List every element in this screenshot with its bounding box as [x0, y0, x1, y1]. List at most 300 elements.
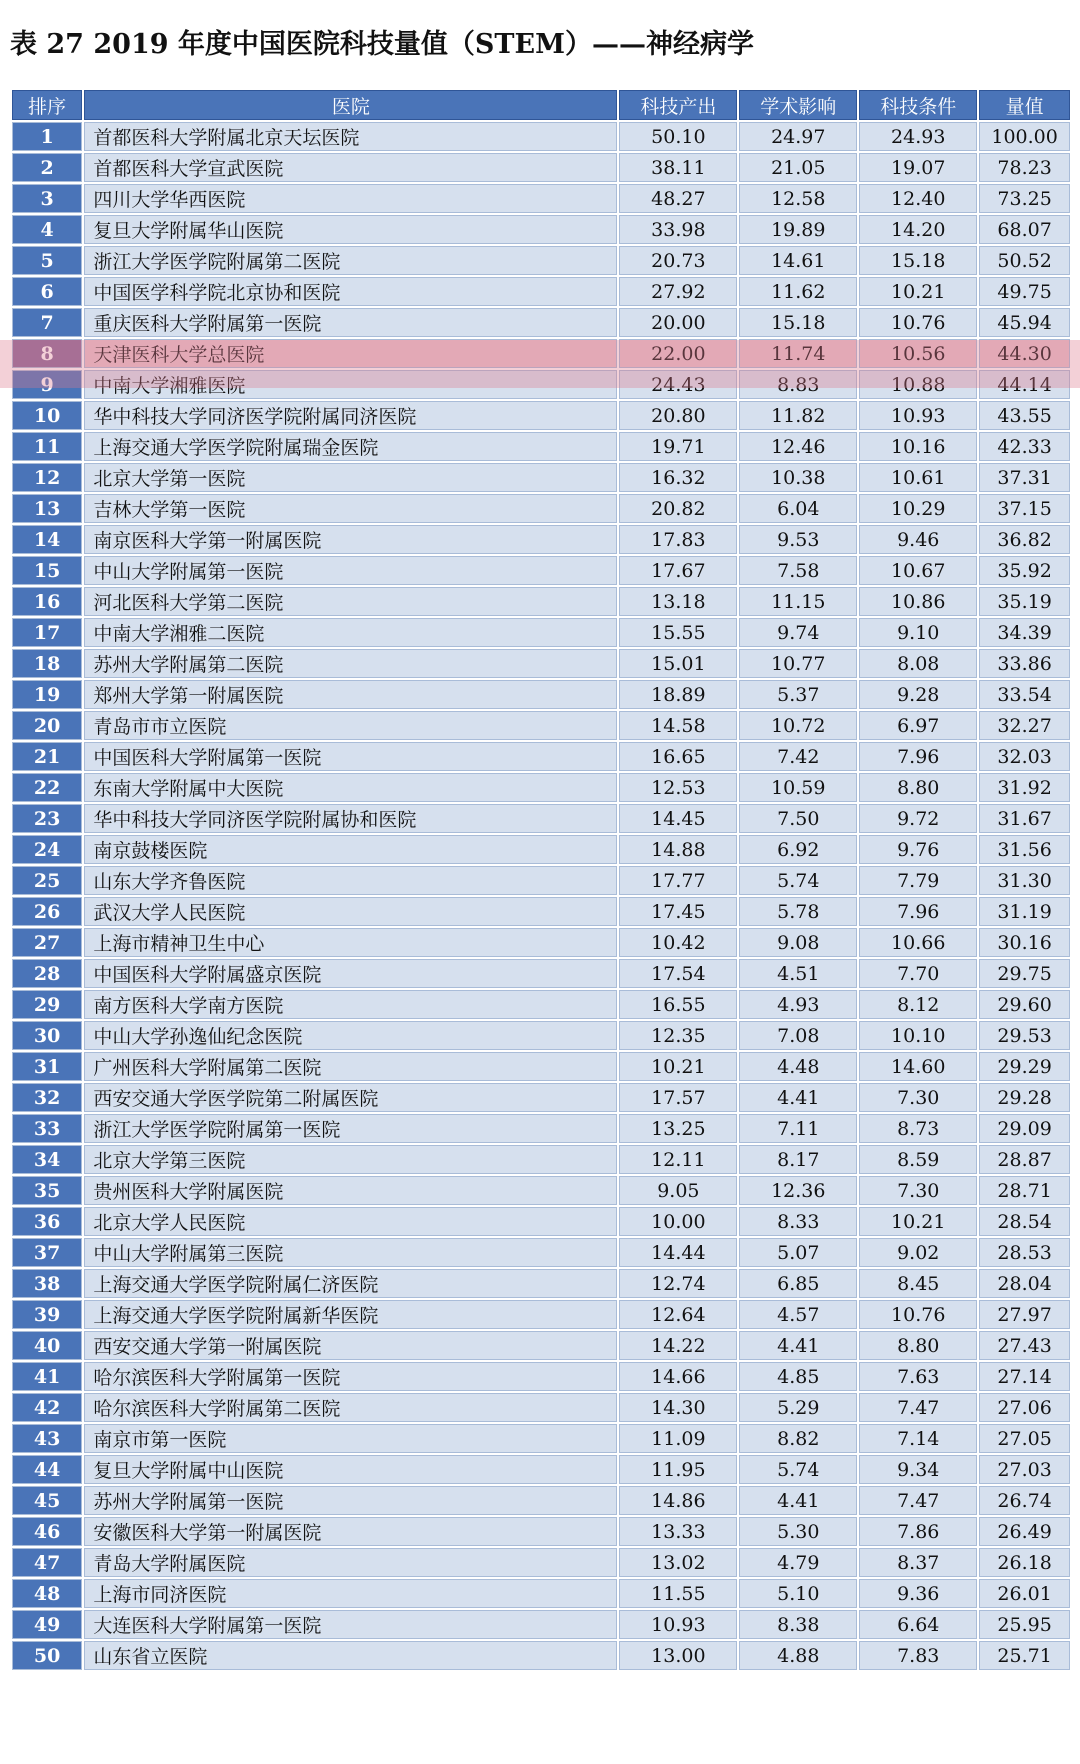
cell-output: 10.21	[619, 1052, 737, 1081]
cell-impact: 9.08	[739, 928, 857, 957]
cell-value: 49.75	[979, 277, 1070, 306]
cell-rank: 21	[12, 742, 82, 771]
table-header-row	[12, 90, 1070, 120]
cell-output: 20.00	[619, 308, 737, 337]
header-conditions: 科技条件	[859, 90, 977, 120]
cell-hospital: 哈尔滨医科大学附属第一医院	[84, 1362, 617, 1391]
cell-value: 31.56	[979, 835, 1070, 864]
cell-hospital: 华中科技大学同济医学院附属同济医院	[84, 401, 617, 430]
cell-hospital: 中国医科大学附属盛京医院	[84, 959, 617, 988]
cell-impact: 5.74	[739, 866, 857, 895]
cell-output: 12.11	[619, 1145, 737, 1174]
cell-hospital: 西安交通大学第一附属医院	[84, 1331, 617, 1360]
table-row	[12, 1052, 1070, 1081]
cell-rank: 33	[12, 1114, 82, 1143]
cell-rank: 31	[12, 1052, 82, 1081]
cell-output: 17.54	[619, 959, 737, 988]
cell-conditions: 8.59	[859, 1145, 977, 1174]
cell-rank: 39	[12, 1300, 82, 1329]
cell-output: 20.80	[619, 401, 737, 430]
cell-conditions: 8.12	[859, 990, 977, 1019]
cell-conditions: 8.80	[859, 1331, 977, 1360]
cell-output: 20.73	[619, 246, 737, 275]
cell-conditions: 10.10	[859, 1021, 977, 1050]
cell-rank: 7	[12, 308, 82, 337]
table-row	[12, 1362, 1070, 1391]
cell-hospital: 南方医科大学南方医院	[84, 990, 617, 1019]
cell-impact: 6.04	[739, 494, 857, 523]
cell-conditions: 8.45	[859, 1269, 977, 1298]
cell-output: 13.02	[619, 1548, 737, 1577]
cell-rank: 2	[12, 153, 82, 182]
cell-impact: 4.85	[739, 1362, 857, 1391]
cell-hospital: 重庆医科大学附属第一医院	[84, 308, 617, 337]
cell-output: 17.83	[619, 525, 737, 554]
cell-conditions: 8.08	[859, 649, 977, 678]
table-row	[12, 308, 1070, 337]
cell-rank: 40	[12, 1331, 82, 1360]
cell-hospital: 西安交通大学医学院第二附属医院	[84, 1083, 617, 1112]
cell-output: 13.00	[619, 1641, 737, 1670]
cell-hospital: 南京鼓楼医院	[84, 835, 617, 864]
cell-rank: 1	[12, 122, 82, 151]
cell-rank: 14	[12, 525, 82, 554]
cell-hospital: 苏州大学附属第二医院	[84, 649, 617, 678]
cell-output: 17.67	[619, 556, 737, 585]
cell-value: 28.71	[979, 1176, 1070, 1205]
cell-value: 73.25	[979, 184, 1070, 213]
cell-impact: 4.88	[739, 1641, 857, 1670]
cell-rank: 18	[12, 649, 82, 678]
cell-impact: 4.41	[739, 1083, 857, 1112]
cell-rank: 24	[12, 835, 82, 864]
cell-value: 33.54	[979, 680, 1070, 709]
cell-hospital: 北京大学人民医院	[84, 1207, 617, 1236]
cell-impact: 10.59	[739, 773, 857, 802]
cell-value: 28.04	[979, 1269, 1070, 1298]
cell-value: 29.75	[979, 959, 1070, 988]
cell-value: 26.01	[979, 1579, 1070, 1608]
cell-value: 35.92	[979, 556, 1070, 585]
cell-rank: 46	[12, 1517, 82, 1546]
cell-conditions: 7.86	[859, 1517, 977, 1546]
cell-conditions: 10.21	[859, 277, 977, 306]
cell-conditions: 10.29	[859, 494, 977, 523]
cell-output: 15.01	[619, 649, 737, 678]
cell-output: 10.00	[619, 1207, 737, 1236]
cell-impact: 5.07	[739, 1238, 857, 1267]
cell-output: 12.64	[619, 1300, 737, 1329]
cell-rank: 4	[12, 215, 82, 244]
cell-hospital: 广州医科大学附属第二医院	[84, 1052, 617, 1081]
table-row	[12, 1579, 1070, 1608]
cell-output: 14.88	[619, 835, 737, 864]
table-row	[12, 1548, 1070, 1577]
cell-value: 27.05	[979, 1424, 1070, 1453]
cell-rank: 49	[12, 1610, 82, 1639]
table-row	[12, 1238, 1070, 1267]
cell-impact: 7.50	[739, 804, 857, 833]
table-row	[12, 1517, 1070, 1546]
cell-rank: 13	[12, 494, 82, 523]
cell-value: 26.49	[979, 1517, 1070, 1546]
cell-impact: 7.08	[739, 1021, 857, 1050]
cell-value: 26.74	[979, 1486, 1070, 1515]
cell-output: 12.35	[619, 1021, 737, 1050]
cell-hospital: 浙江大学医学院附属第一医院	[84, 1114, 617, 1143]
cell-hospital: 中南大学湘雅二医院	[84, 618, 617, 647]
cell-impact: 8.82	[739, 1424, 857, 1453]
cell-hospital: 首都医科大学宣武医院	[84, 153, 617, 182]
cell-conditions: 7.63	[859, 1362, 977, 1391]
cell-hospital: 中国医科大学附属第一医院	[84, 742, 617, 771]
cell-conditions: 9.34	[859, 1455, 977, 1484]
table-row	[12, 897, 1070, 926]
cell-conditions: 24.93	[859, 122, 977, 151]
cell-impact: 8.17	[739, 1145, 857, 1174]
cell-rank: 36	[12, 1207, 82, 1236]
cell-output: 16.55	[619, 990, 737, 1019]
cell-conditions: 8.80	[859, 773, 977, 802]
cell-conditions: 14.20	[859, 215, 977, 244]
cell-hospital: 吉林大学第一医院	[84, 494, 617, 523]
cell-conditions: 9.02	[859, 1238, 977, 1267]
cell-value: 28.87	[979, 1145, 1070, 1174]
cell-impact: 14.61	[739, 246, 857, 275]
cell-conditions: 10.56	[859, 339, 977, 368]
cell-conditions: 10.61	[859, 463, 977, 492]
cell-impact: 4.41	[739, 1331, 857, 1360]
ranking-table	[10, 88, 1072, 1672]
cell-output: 50.10	[619, 122, 737, 151]
cell-output: 17.77	[619, 866, 737, 895]
cell-impact: 4.79	[739, 1548, 857, 1577]
cell-impact: 11.82	[739, 401, 857, 430]
cell-output: 9.05	[619, 1176, 737, 1205]
table-row	[12, 587, 1070, 616]
cell-output: 12.53	[619, 773, 737, 802]
cell-hospital: 中南大学湘雅医院	[84, 370, 617, 399]
cell-rank: 3	[12, 184, 82, 213]
cell-impact: 9.74	[739, 618, 857, 647]
cell-output: 22.00	[619, 339, 737, 368]
header-value: 量值	[979, 90, 1070, 120]
cell-value: 35.19	[979, 587, 1070, 616]
cell-output: 13.18	[619, 587, 737, 616]
cell-hospital: 青岛市市立医院	[84, 711, 617, 740]
cell-hospital: 青岛大学附属医院	[84, 1548, 617, 1577]
cell-hospital: 华中科技大学同济医学院附属协和医院	[84, 804, 617, 833]
cell-impact: 5.30	[739, 1517, 857, 1546]
table-row	[12, 246, 1070, 275]
table-row	[12, 1610, 1070, 1639]
cell-conditions: 6.64	[859, 1610, 977, 1639]
cell-hospital: 上海交通大学医学院附属仁济医院	[84, 1269, 617, 1298]
cell-conditions: 7.79	[859, 866, 977, 895]
cell-value: 32.27	[979, 711, 1070, 740]
table-row	[12, 866, 1070, 895]
cell-rank: 17	[12, 618, 82, 647]
cell-rank: 45	[12, 1486, 82, 1515]
cell-conditions: 10.66	[859, 928, 977, 957]
cell-rank: 8	[12, 339, 82, 368]
cell-impact: 12.46	[739, 432, 857, 461]
cell-output: 10.42	[619, 928, 737, 957]
cell-hospital: 上海市精神卫生中心	[84, 928, 617, 957]
table-row	[12, 1145, 1070, 1174]
table-row	[12, 1641, 1070, 1670]
table-row	[12, 122, 1070, 151]
table-row	[12, 370, 1070, 399]
cell-conditions: 7.96	[859, 897, 977, 926]
cell-value: 43.55	[979, 401, 1070, 430]
cell-impact: 12.36	[739, 1176, 857, 1205]
cell-impact: 4.41	[739, 1486, 857, 1515]
cell-value: 30.16	[979, 928, 1070, 957]
table-row	[12, 1455, 1070, 1484]
cell-rank: 47	[12, 1548, 82, 1577]
cell-conditions: 7.96	[859, 742, 977, 771]
cell-rank: 26	[12, 897, 82, 926]
cell-output: 14.66	[619, 1362, 737, 1391]
cell-impact: 8.33	[739, 1207, 857, 1236]
table-row	[12, 556, 1070, 585]
table-row	[12, 835, 1070, 864]
cell-hospital: 南京市第一医院	[84, 1424, 617, 1453]
cell-output: 14.30	[619, 1393, 737, 1422]
cell-rank: 11	[12, 432, 82, 461]
cell-conditions: 9.28	[859, 680, 977, 709]
cell-conditions: 10.67	[859, 556, 977, 585]
cell-output: 14.45	[619, 804, 737, 833]
cell-output: 48.27	[619, 184, 737, 213]
cell-value: 31.67	[979, 804, 1070, 833]
cell-impact: 7.42	[739, 742, 857, 771]
cell-hospital: 河北医科大学第二医院	[84, 587, 617, 616]
cell-rank: 16	[12, 587, 82, 616]
cell-value: 29.53	[979, 1021, 1070, 1050]
table-row	[12, 990, 1070, 1019]
cell-conditions: 8.37	[859, 1548, 977, 1577]
cell-rank: 48	[12, 1579, 82, 1608]
header-rank: 排序	[12, 90, 82, 120]
cell-rank: 35	[12, 1176, 82, 1205]
cell-impact: 6.92	[739, 835, 857, 864]
header-hospital: 医院	[84, 90, 617, 120]
cell-rank: 9	[12, 370, 82, 399]
cell-value: 27.03	[979, 1455, 1070, 1484]
cell-conditions: 19.07	[859, 153, 977, 182]
cell-value: 26.18	[979, 1548, 1070, 1577]
cell-conditions: 7.14	[859, 1424, 977, 1453]
cell-value: 27.43	[979, 1331, 1070, 1360]
cell-conditions: 7.83	[859, 1641, 977, 1670]
cell-hospital: 复旦大学附属华山医院	[84, 215, 617, 244]
cell-impact: 4.51	[739, 959, 857, 988]
cell-conditions: 7.47	[859, 1486, 977, 1515]
cell-impact: 6.85	[739, 1269, 857, 1298]
table-row	[12, 432, 1070, 461]
table-row	[12, 618, 1070, 647]
cell-rank: 37	[12, 1238, 82, 1267]
cell-conditions: 7.47	[859, 1393, 977, 1422]
cell-output: 14.58	[619, 711, 737, 740]
cell-rank: 10	[12, 401, 82, 430]
cell-impact: 7.11	[739, 1114, 857, 1143]
cell-value: 68.07	[979, 215, 1070, 244]
table-row	[12, 773, 1070, 802]
cell-impact: 8.38	[739, 1610, 857, 1639]
cell-output: 14.22	[619, 1331, 737, 1360]
cell-value: 50.52	[979, 246, 1070, 275]
cell-conditions: 10.86	[859, 587, 977, 616]
cell-value: 36.82	[979, 525, 1070, 554]
cell-impact: 10.77	[739, 649, 857, 678]
cell-conditions: 9.36	[859, 1579, 977, 1608]
cell-impact: 21.05	[739, 153, 857, 182]
cell-value: 34.39	[979, 618, 1070, 647]
cell-output: 11.95	[619, 1455, 737, 1484]
cell-value: 100.00	[979, 122, 1070, 151]
cell-output: 24.43	[619, 370, 737, 399]
cell-impact: 10.72	[739, 711, 857, 740]
cell-output: 27.92	[619, 277, 737, 306]
cell-impact: 11.74	[739, 339, 857, 368]
table-row	[12, 928, 1070, 957]
cell-impact: 5.74	[739, 1455, 857, 1484]
cell-value: 44.30	[979, 339, 1070, 368]
cell-rank: 43	[12, 1424, 82, 1453]
cell-impact: 4.48	[739, 1052, 857, 1081]
cell-output: 33.98	[619, 215, 737, 244]
table-row	[12, 1424, 1070, 1453]
cell-impact: 8.83	[739, 370, 857, 399]
cell-value: 28.54	[979, 1207, 1070, 1236]
cell-output: 10.93	[619, 1610, 737, 1639]
table-row	[12, 742, 1070, 771]
cell-value: 44.14	[979, 370, 1070, 399]
cell-value: 25.71	[979, 1641, 1070, 1670]
cell-value: 31.30	[979, 866, 1070, 895]
header-impact: 学术影响	[739, 90, 857, 120]
cell-output: 18.89	[619, 680, 737, 709]
cell-hospital: 北京大学第三医院	[84, 1145, 617, 1174]
cell-conditions: 10.21	[859, 1207, 977, 1236]
cell-value: 27.14	[979, 1362, 1070, 1391]
cell-rank: 44	[12, 1455, 82, 1484]
cell-impact: 4.57	[739, 1300, 857, 1329]
cell-hospital: 浙江大学医学院附属第二医院	[84, 246, 617, 275]
cell-hospital: 上海交通大学医学院附属新华医院	[84, 1300, 617, 1329]
cell-rank: 32	[12, 1083, 82, 1112]
cell-impact: 19.89	[739, 215, 857, 244]
cell-conditions: 9.10	[859, 618, 977, 647]
cell-rank: 12	[12, 463, 82, 492]
cell-output: 15.55	[619, 618, 737, 647]
cell-impact: 9.53	[739, 525, 857, 554]
cell-conditions: 10.93	[859, 401, 977, 430]
cell-impact: 7.58	[739, 556, 857, 585]
cell-conditions: 6.97	[859, 711, 977, 740]
table-row	[12, 494, 1070, 523]
cell-hospital: 东南大学附属中大医院	[84, 773, 617, 802]
cell-hospital: 复旦大学附属中山医院	[84, 1455, 617, 1484]
cell-output: 11.09	[619, 1424, 737, 1453]
cell-impact: 5.37	[739, 680, 857, 709]
cell-rank: 34	[12, 1145, 82, 1174]
table-row	[12, 184, 1070, 213]
cell-conditions: 10.76	[859, 1300, 977, 1329]
cell-output: 16.65	[619, 742, 737, 771]
cell-conditions: 9.46	[859, 525, 977, 554]
table-row	[12, 401, 1070, 430]
cell-value: 33.86	[979, 649, 1070, 678]
table-row	[12, 680, 1070, 709]
cell-conditions: 14.60	[859, 1052, 977, 1081]
table-row	[12, 1300, 1070, 1329]
cell-rank: 27	[12, 928, 82, 957]
cell-conditions: 9.76	[859, 835, 977, 864]
cell-hospital: 武汉大学人民医院	[84, 897, 617, 926]
cell-value: 25.95	[979, 1610, 1070, 1639]
cell-value: 29.60	[979, 990, 1070, 1019]
cell-rank: 22	[12, 773, 82, 802]
cell-output: 14.86	[619, 1486, 737, 1515]
cell-conditions: 7.30	[859, 1083, 977, 1112]
cell-value: 31.19	[979, 897, 1070, 926]
cell-rank: 5	[12, 246, 82, 275]
cell-rank: 6	[12, 277, 82, 306]
cell-value: 42.33	[979, 432, 1070, 461]
table-row	[12, 1331, 1070, 1360]
cell-hospital: 郑州大学第一附属医院	[84, 680, 617, 709]
cell-impact: 12.58	[739, 184, 857, 213]
table-row	[12, 339, 1070, 368]
cell-impact: 11.15	[739, 587, 857, 616]
table-row	[12, 525, 1070, 554]
cell-value: 45.94	[979, 308, 1070, 337]
cell-impact: 24.97	[739, 122, 857, 151]
cell-value: 37.31	[979, 463, 1070, 492]
cell-hospital: 北京大学第一医院	[84, 463, 617, 492]
cell-value: 29.09	[979, 1114, 1070, 1143]
cell-conditions: 12.40	[859, 184, 977, 213]
table-row	[12, 1207, 1070, 1236]
cell-impact: 5.78	[739, 897, 857, 926]
cell-output: 12.74	[619, 1269, 737, 1298]
cell-rank: 38	[12, 1269, 82, 1298]
cell-output: 38.11	[619, 153, 737, 182]
table-row	[12, 1114, 1070, 1143]
table-row	[12, 1269, 1070, 1298]
cell-impact: 11.62	[739, 277, 857, 306]
cell-rank: 29	[12, 990, 82, 1019]
cell-output: 16.32	[619, 463, 737, 492]
cell-hospital: 大连医科大学附属第一医院	[84, 1610, 617, 1639]
cell-rank: 25	[12, 866, 82, 895]
cell-rank: 20	[12, 711, 82, 740]
cell-hospital: 山东省立医院	[84, 1641, 617, 1670]
cell-output: 20.82	[619, 494, 737, 523]
cell-rank: 50	[12, 1641, 82, 1670]
cell-conditions: 7.70	[859, 959, 977, 988]
table-row	[12, 711, 1070, 740]
table-row	[12, 277, 1070, 306]
table-body	[12, 122, 1070, 1670]
cell-hospital: 贵州医科大学附属医院	[84, 1176, 617, 1205]
cell-rank: 42	[12, 1393, 82, 1422]
cell-value: 31.92	[979, 773, 1070, 802]
